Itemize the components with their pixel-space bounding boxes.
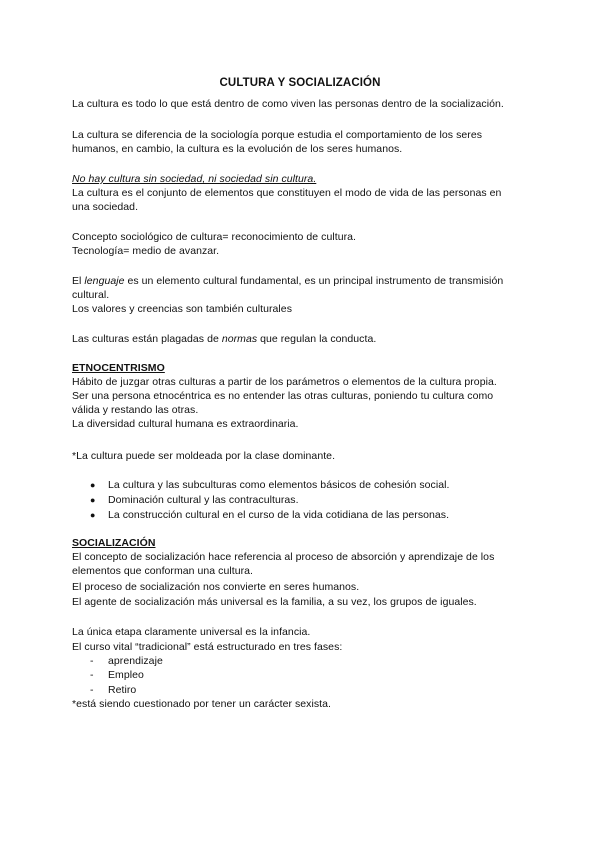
language-post: es un elemento cultural fundamental, es un principal instrumento de transmisión xyxy=(124,275,504,287)
paragraph-line: El concepto de socialización hace referencia al proceso de absorción y aprendizaje de los xyxy=(72,551,495,563)
paragraph-line: cultural. xyxy=(72,289,110,301)
section-heading-etnocentrismo: ETNOCENTRISMO xyxy=(72,362,165,374)
technology-text: Tecnología= medio de avanzar. xyxy=(72,245,220,257)
paragraph-line: una sociedad. xyxy=(72,201,139,213)
bullet-icon: ● xyxy=(90,480,96,490)
language-term: lenguaje xyxy=(84,275,125,287)
dash-marker: - xyxy=(90,669,94,681)
paragraph-line: Ser una persona etnocéntrica es no entender las otras culturas, poniendo tu cultura como xyxy=(72,390,494,402)
list-item: Dominación cultural y las contraculturas. xyxy=(108,494,299,506)
paragraph-line: Hábito de juzgar otras culturas a partir de los parámetros o elementos de la cultura propia. xyxy=(72,376,497,388)
list-item: La cultura y las subculturas como elementos básicos de cohesión social. xyxy=(108,479,450,491)
motto-text: No hay cultura sin sociedad, ni sociedad sin cultura. xyxy=(72,173,317,185)
dash-marker: - xyxy=(90,655,94,667)
concept-text: Concepto sociológico de cultura= reconocimiento de cultura. xyxy=(72,231,356,243)
curso-text: El curso vital “tradicional” está estructurado en tres fases: xyxy=(72,641,343,653)
language-line xyxy=(72,274,503,288)
list-item: Empleo xyxy=(108,669,144,681)
note-text: *La cultura puede ser moldeada por la clase dominante. xyxy=(72,450,336,462)
paragraph-line: La diversidad cultural humana es extraordinaria. xyxy=(72,418,299,430)
infancia-text: La única etapa claramente universal es la infancia. xyxy=(72,626,311,638)
paragraph-line: La cultura es el conjunto de elementos que constituyen el modo de vida de las personas en xyxy=(72,187,502,199)
values-text: Los valores y creencias son también culturales xyxy=(72,303,292,315)
norms-term: normas xyxy=(221,333,258,345)
paragraph-line: humanos, en cambio, la cultura es la evolución de los seres humanos. xyxy=(72,143,403,155)
paragraph-line: elementos que conforman una cultura. xyxy=(72,565,253,577)
paragraph-line: La cultura se diferencia de la sociología porque estudia el comportamiento de los seres xyxy=(72,129,483,141)
list-item: La construcción cultural en el curso de la vida cotidiana de las personas. xyxy=(108,509,450,521)
language-pre: El xyxy=(72,275,85,287)
paragraph-line: válida y restando las otras. xyxy=(72,404,199,416)
section-heading-socializacion: SOCIALIZACIÓN xyxy=(72,537,156,549)
final-note-text: *está siendo cuestionado por tener un carácter sexista. xyxy=(72,698,331,710)
norms-line xyxy=(72,332,376,346)
list-item: Retiro xyxy=(108,684,137,696)
intro-text: La cultura es todo lo que está dentro de como viven las personas dentro de la socialización. xyxy=(72,98,504,110)
page-title: CULTURA Y SOCIALIZACIÓN xyxy=(219,77,381,89)
list-item: aprendizaje xyxy=(108,655,163,667)
dash-marker: - xyxy=(90,684,94,696)
paragraph-line: El proceso de socialización nos convierte en seres humanos. xyxy=(72,581,360,593)
bullet-icon: ● xyxy=(90,495,96,505)
norms-post: que regulan la conducta. xyxy=(257,333,377,345)
bullet-icon: ● xyxy=(90,510,96,520)
norms-pre: Las culturas están plagadas de xyxy=(72,333,222,345)
paragraph-line: El agente de socialización más universal es la familia, a su vez, los grupos de iguales. xyxy=(72,596,477,608)
